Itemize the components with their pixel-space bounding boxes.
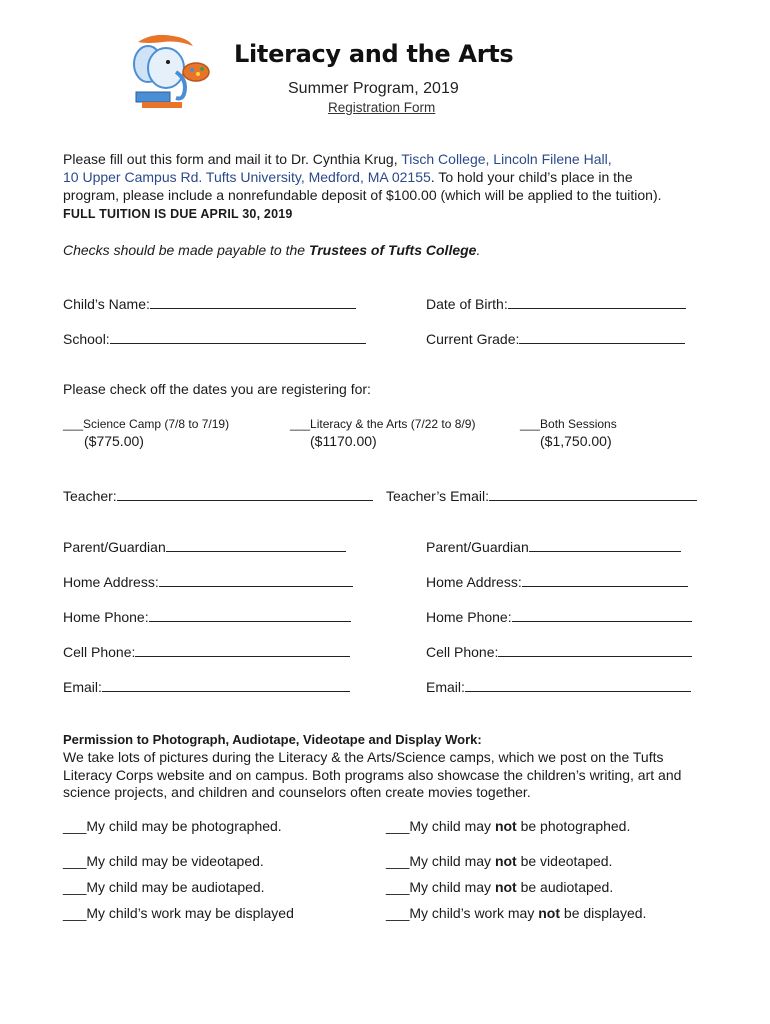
email2-field[interactable] <box>426 677 691 695</box>
parent1-label: Parent/Guardian <box>63 539 166 555</box>
address2-label: Home Address: <box>426 574 522 590</box>
school-field[interactable] <box>63 329 366 347</box>
grade-line[interactable] <box>519 329 685 344</box>
cell1-label: Cell Phone: <box>63 644 136 660</box>
audio-no-post: be audiotaped. <box>516 879 614 895</box>
display-no-option[interactable] <box>386 905 646 921</box>
teacher-label: Teacher: <box>63 488 117 504</box>
child-name-field[interactable] <box>63 294 356 312</box>
photo-yes-option[interactable]: ___My child may be photographed. <box>63 818 282 834</box>
mailing-address: Tisch College, Lincoln Filene Hall, <box>401 151 612 167</box>
cell2-field[interactable] <box>426 642 692 660</box>
child-name-label: Child’s Name: <box>63 296 150 312</box>
mailing-address-line2: 10 Upper Campus Rd. Tufts University, Medford, MA 02155 <box>63 169 431 185</box>
price-science: ($775.00) <box>84 433 144 449</box>
tuition-deadline: FULL TUITION IS DUE APRIL 30, 2019 <box>63 207 293 221</box>
phone1-line[interactable] <box>149 607 351 622</box>
phone2-line[interactable] <box>512 607 692 622</box>
video-no-pre: ___My child may <box>386 853 495 869</box>
permission-body: We take lots of pictures during the Literacy & the Arts/Science camps, which we post on the Tufts Literacy Corps website and on campus. Both programs also showcase the children’s writing, art and science projects, and children and counselors often create movies together. <box>63 749 682 800</box>
phone1-label: Home Phone: <box>63 609 149 625</box>
child-name-line[interactable] <box>150 294 356 309</box>
date-option-literacy[interactable]: ___Literacy & the Arts (7/22 to 8/9) <box>290 417 476 431</box>
parent2-label: Parent/Guardian <box>426 539 529 555</box>
phone1-field[interactable] <box>63 607 351 625</box>
grade-label: Current Grade: <box>426 331 520 347</box>
parent2-line[interactable] <box>529 537 681 552</box>
dob-line[interactable] <box>508 294 686 309</box>
page-title: Literacy and the Arts <box>234 40 514 68</box>
video-no-post: be videotaped. <box>516 853 613 869</box>
address1-label: Home Address: <box>63 574 159 590</box>
cell2-label: Cell Phone: <box>426 644 499 660</box>
price-literacy: ($1170.00) <box>310 433 377 449</box>
intro-text-2: . To hold your child’s place in the program, please include a nonrefundable deposit of $100.00 (which will be applied to the tuition). <box>63 169 662 203</box>
cell2-line[interactable] <box>498 642 692 657</box>
audio-no-option[interactable] <box>386 879 613 895</box>
audio-yes-option[interactable]: ___My child may be audiotaped. <box>63 879 265 895</box>
email2-label: Email: <box>426 679 465 695</box>
checks-prefix: Checks should be made payable to the <box>63 242 309 258</box>
parent1-field[interactable] <box>63 537 346 555</box>
payee-name: Trustees of Tufts College <box>308 242 477 258</box>
video-no-word: not <box>494 853 517 869</box>
video-yes-option[interactable]: ___My child may be videotaped. <box>63 853 264 869</box>
page-subtitle: Summer Program, 2019 <box>288 80 459 97</box>
photo-no-pre: ___My child may <box>386 818 495 834</box>
school-label: School: <box>63 331 110 347</box>
teacher-field[interactable] <box>63 486 373 504</box>
phone2-label: Home Phone: <box>426 609 512 625</box>
display-no-pre: ___My child’s work may <box>386 905 539 921</box>
parent1-line[interactable] <box>166 537 346 552</box>
dates-prompt: Please check off the dates you are registering for: <box>63 381 371 397</box>
intro-paragraph <box>63 150 683 223</box>
video-no-option[interactable] <box>386 853 612 869</box>
grade-field[interactable] <box>426 329 685 347</box>
audio-no-pre: ___My child may <box>386 879 495 895</box>
email1-line[interactable] <box>102 677 350 692</box>
dob-field[interactable] <box>426 294 686 312</box>
email1-label: Email: <box>63 679 102 695</box>
cell1-field[interactable] <box>63 642 350 660</box>
cell1-line[interactable] <box>135 642 350 657</box>
checks-suffix: . <box>476 242 481 258</box>
address1-line[interactable] <box>159 572 353 587</box>
display-yes-option[interactable]: ___My child’s work may be displayed <box>63 905 294 921</box>
intro-text: Please fill out this form and mail it to Dr. Cynthia Krug, <box>63 151 402 167</box>
price-both: ($1,750.00) <box>540 433 612 449</box>
teacher-email-field[interactable] <box>386 486 697 504</box>
email2-line[interactable] <box>465 677 691 692</box>
photo-no-post: be photographed. <box>516 818 631 834</box>
email1-field[interactable] <box>63 677 350 695</box>
address2-line[interactable] <box>522 572 688 587</box>
parent2-field[interactable] <box>426 537 681 555</box>
address2-field[interactable] <box>426 572 688 590</box>
teacher-email-label: Teacher’s Email: <box>386 488 489 504</box>
display-no-post: be displayed. <box>560 905 647 921</box>
date-option-both[interactable]: ___Both Sessions <box>520 417 617 431</box>
permission-heading: Permission to Photograph, Audiotape, Videotape and Display Work: <box>63 732 482 747</box>
teacher-line[interactable] <box>117 486 373 501</box>
checks-payable-note <box>63 242 480 258</box>
audio-no-word: not <box>494 879 517 895</box>
date-option-science[interactable]: ___Science Camp (7/8 to 7/19) <box>63 417 230 431</box>
elephant-logo-icon <box>118 30 218 112</box>
photo-no-option[interactable] <box>386 818 630 834</box>
display-no-word: not <box>538 905 561 921</box>
form-type-label: Registration Form <box>328 100 436 115</box>
phone2-field[interactable] <box>426 607 692 625</box>
school-line[interactable] <box>110 329 366 344</box>
teacher-email-line[interactable] <box>489 486 697 501</box>
address1-field[interactable] <box>63 572 353 590</box>
photo-no-word: not <box>494 818 517 834</box>
dob-label: Date of Birth: <box>426 296 508 312</box>
